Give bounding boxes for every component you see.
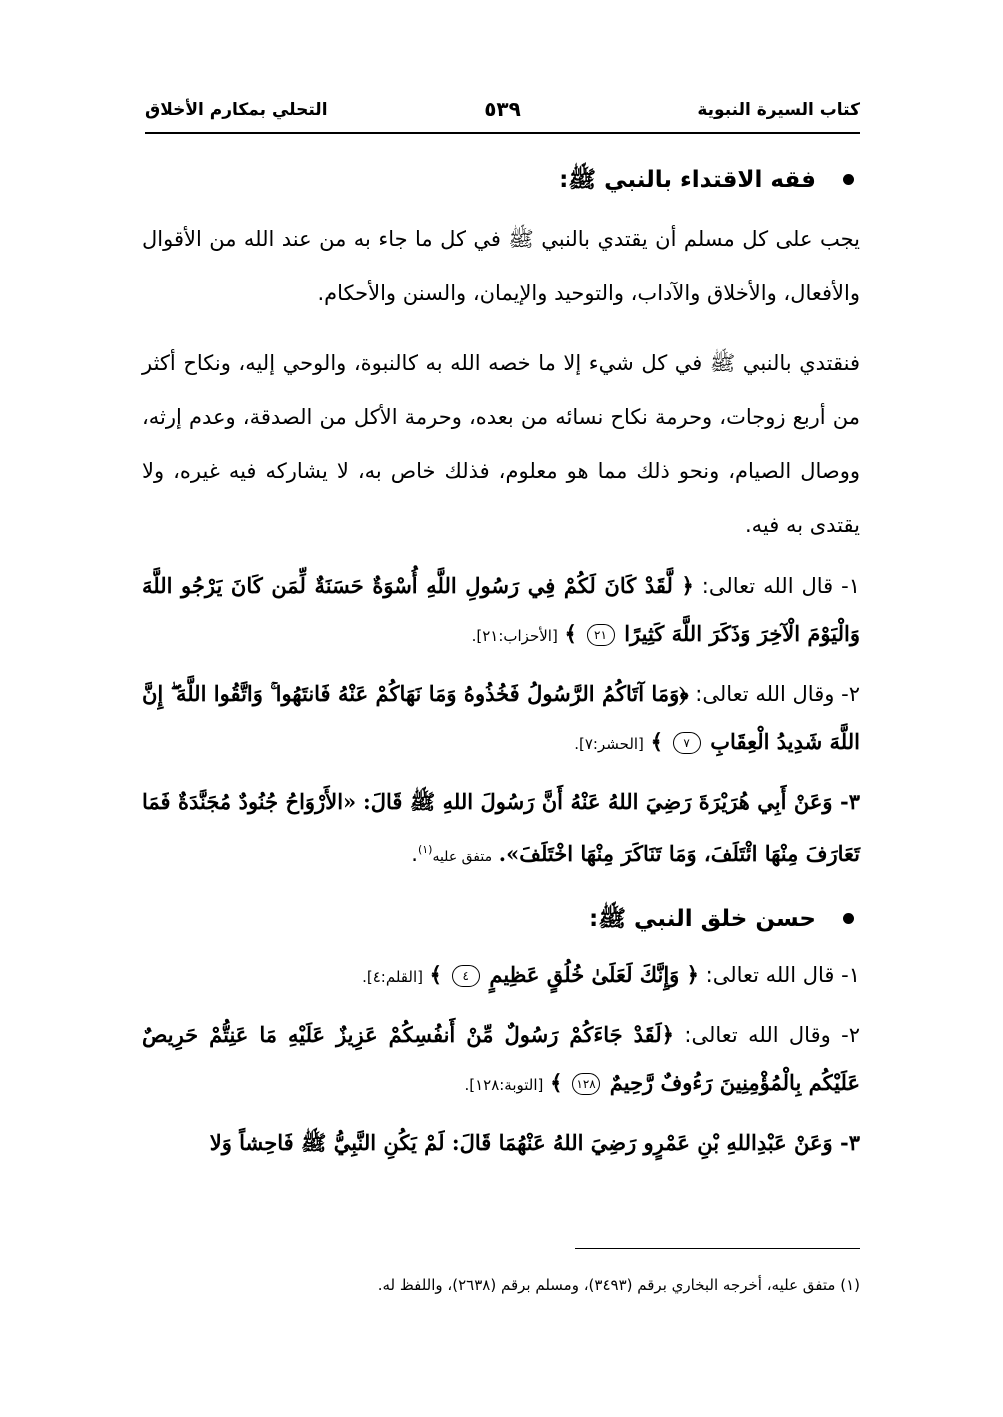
footnote-marker[interactable]: (١) bbox=[417, 843, 433, 856]
verse-reference: [الحشر:٧]. bbox=[574, 735, 644, 753]
section-heading-text: حسن خلق النبي ﷺ: bbox=[589, 906, 816, 932]
item-prefix: ١- قال الله تعالى: bbox=[701, 574, 861, 598]
section-heading-emulation bbox=[142, 158, 860, 202]
character-item-3 bbox=[142, 1119, 860, 1167]
hadith-narration: ٣- وَعَنْ عَبْدِاللهِ بْنِ عَمْرٍو رَضِيَ اللهُ عَنْهُمَا قَالَ: لَمْ يَكُنِ النَّبِيُّ ﷺ فَاحِشاً وَلا bbox=[209, 1130, 860, 1155]
hadith-grading: متفق عليه bbox=[432, 849, 493, 865]
quran-verse: ﴿ لَّقَدْ كَانَ لَكُمْ فِي رَسُولِ اللَّهِ أُسْوَةٌ حَسَنَةٌ لِّمَن كَانَ يَرْجُو اللَّهَ وَالْيَوْمَ الْآخِرَ وَذَكَرَ اللَّهَ كَثِيرًا bbox=[142, 573, 860, 646]
bullet-icon bbox=[843, 913, 854, 924]
footnote: (١) متفق عليه، أخرجه البخاري برقم (٣٤٩٣)، ومسلم برقم (٢٦٣٨)، واللفظ له. bbox=[377, 1276, 860, 1294]
hadith-narration: ٣- وَعَنْ أَبِي هُرَيْرَةَ رَضِيَ اللهُ عَنْهُ أَنَّ رَسُولَ اللهِ ﷺ قَالَ: bbox=[362, 789, 860, 814]
bullet-icon bbox=[843, 174, 854, 185]
page-number: ٥٣٩ bbox=[484, 97, 521, 121]
quran-verse: ﴿وَمَا آتَاكُمُ الرَّسُولُ فَخُذُوهُ وَمَا نَهَاكُمْ عَنْهُ فَانتَهُوا ۚ وَاتَّقُوا اللَّهَ ۖ إِنَّ اللَّهَ شَدِيدُ الْعِقَابِ bbox=[142, 681, 860, 754]
quran-verse: ﴿لَقَدْ جَاءَكُمْ رَسُولٌ مِّنْ أَنفُسِكُمْ عَزِيزٌ عَلَيْهِ مَا عَنِتُّمْ حَرِيصٌ عَلَيْكُم بِالْمُؤْمِنِينَ رَءُوفٌ رَّحِيمٌ bbox=[142, 1022, 860, 1095]
item-end: . bbox=[411, 842, 418, 866]
verse-reference: [التوبة:١٢٨]. bbox=[464, 1076, 544, 1094]
item-prefix: ١- قال الله تعالى: bbox=[705, 963, 860, 987]
ayah-number-marker: ١٢٨ bbox=[572, 1073, 600, 1095]
verse-close-bracket: ﴾ bbox=[564, 621, 577, 646]
running-header bbox=[145, 92, 860, 134]
book-title: كتاب السيرة النبوية bbox=[697, 100, 860, 120]
verse-close-bracket: ﴾ bbox=[550, 1070, 563, 1095]
section-heading-text: فقه الاقتداء بالنبي ﷺ: bbox=[559, 167, 816, 193]
paragraph-obligation: يجب على كل مسلم أن يقتدي بالنبي ﷺ في كل ما جاء به من عند الله من الأقوال والأفعال، والأخلاق والآداب، والتوحيد والإيمان، والسنن والأحكام. bbox=[142, 227, 860, 305]
ayah-number-marker: ٤ bbox=[452, 965, 480, 987]
footnote-divider bbox=[575, 1248, 860, 1249]
ayah-number-marker: ٢١ bbox=[587, 624, 615, 646]
header-divider bbox=[145, 132, 860, 134]
evidence-item-2 bbox=[142, 670, 860, 768]
evidence-item-1 bbox=[142, 562, 860, 660]
ayah-number-marker: ٧ bbox=[673, 732, 701, 754]
paragraph-exceptions: فنقتدي بالنبي ﷺ في كل شيء إلا ما خصه الله به كالنبوة، والوحي إليه، ونكاح أكثر من أربع زوجات، وحرمة نكاح نسائه من بعده، وحرمة الأكل من الصدقة، وعدم إرثه، ووصال الصيام، ونحو ذلك مما هو معلوم، فذلك خاص به، لا يشاركه فيه غيره، ولا يقتدى به فيه. bbox=[142, 351, 860, 537]
verse-close-bracket: ﴾ bbox=[429, 962, 442, 987]
main-content bbox=[142, 158, 860, 1167]
section-heading-character bbox=[142, 897, 860, 941]
character-item-1 bbox=[142, 951, 860, 1001]
evidence-item-3 bbox=[142, 778, 860, 881]
item-prefix: ٢- وقال الله تعالى: bbox=[684, 1023, 860, 1047]
character-item-2 bbox=[142, 1011, 860, 1109]
quran-verse: ﴿ وَإِنَّكَ لَعَلَىٰ خُلُقٍ عَظِيمٍ bbox=[489, 962, 699, 987]
hadith-text: «الأَرْوَاحُ جُنُودٌ مُجَنَّدَةٌ فَمَا تَعَارَفَ مِنْهَا ائْتَلَفَ، وَمَا تَنَاكَرَ مِنْهَا اخْتَلَفَ». bbox=[142, 789, 860, 866]
verse-close-bracket: ﴾ bbox=[650, 729, 663, 754]
item-prefix: ٢- وقال الله تعالى: bbox=[695, 682, 860, 706]
verse-reference: [القلم:٤]. bbox=[362, 968, 423, 986]
verse-reference: [الأحزاب:٢١]. bbox=[471, 627, 558, 645]
chapter-title: التحلي بمكارم الأخلاق bbox=[145, 100, 328, 120]
